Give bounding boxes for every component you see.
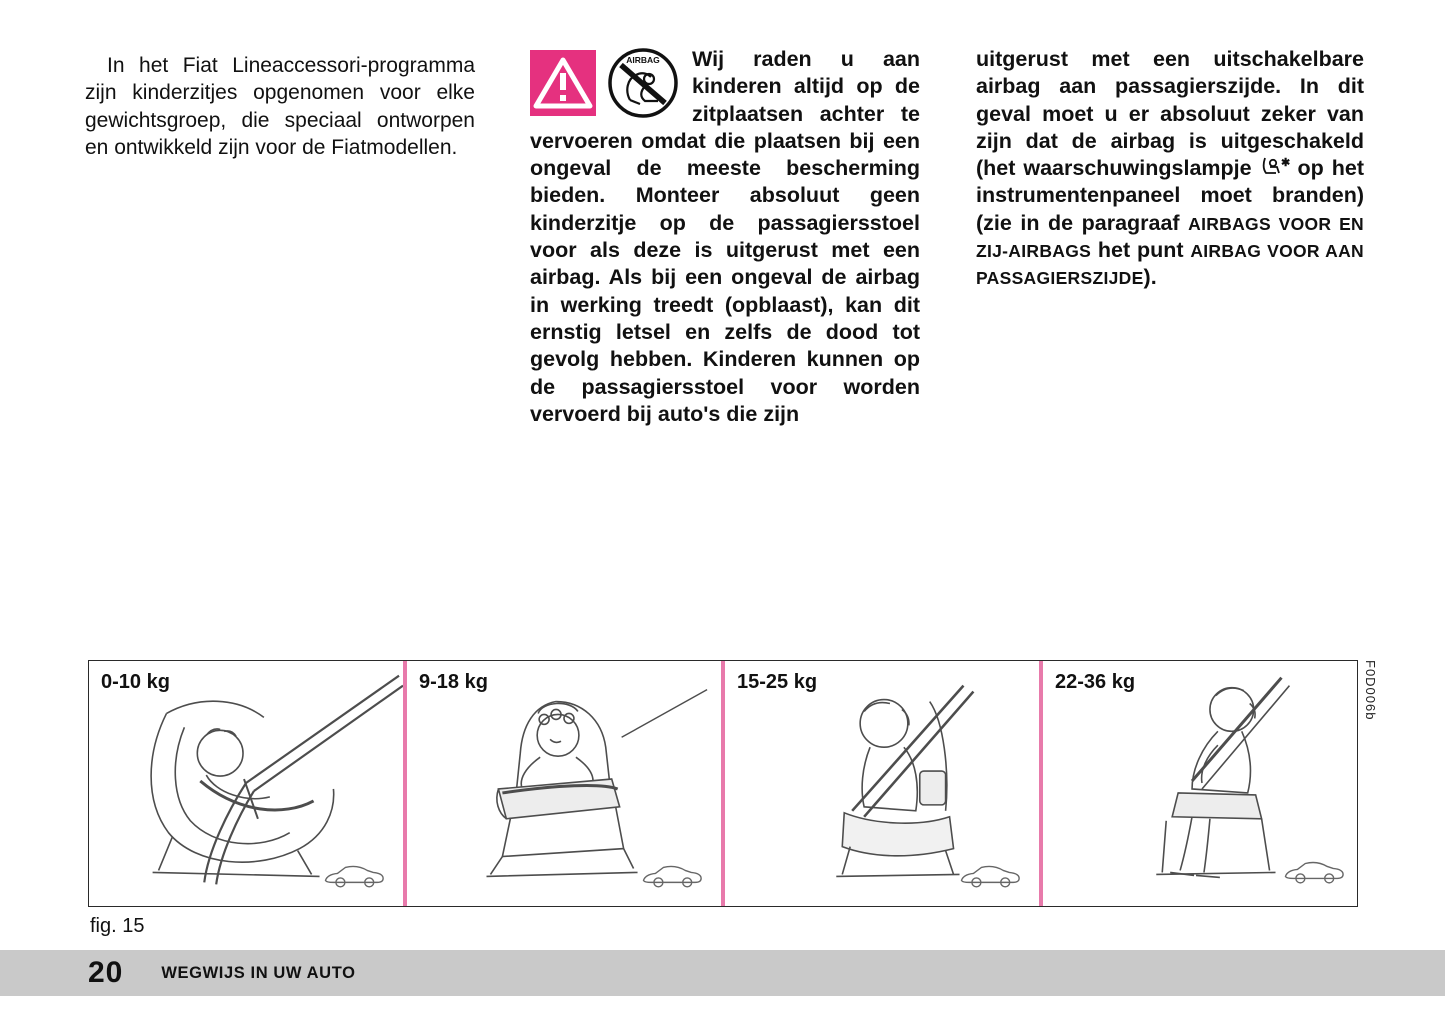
warning-paragraph: Wij raden u aan kinderen altijd op de zitplaatsen achter te vervoeren omdat die plaatsen bij een ongeval de meeste bescherming bieden. Monteer absoluut geen kinderzitje op de passagiersstoel voor als deze is uitgerust met een airbag. Als bij een ongeval de airbag in werking treedt (opblaast), kan dit ernstig letsel en zelfs de dood tot gevolg hebben. Kinderen kunnen op de passagiersstoel voor worden vervoerd bij auto's die zijn	[530, 47, 920, 426]
airbag-icon-label: AIRBAG	[626, 55, 660, 65]
right-text-column	[976, 46, 1364, 292]
ref-section-name: AIRBAG VOOR AAN PASSAGIERSZIJDE	[976, 241, 1364, 289]
figure-panel-0-10kg	[89, 661, 407, 906]
weight-label-15-25: 15-25 kg	[737, 671, 818, 693]
airbag-warning-lamp-icon	[1260, 156, 1290, 178]
weight-label-9-18: 9-18 kg	[419, 671, 488, 693]
toddler-shield-seat-illustration	[407, 661, 721, 906]
booster-cushion-child-illustration	[1043, 661, 1357, 906]
right-text-part1: uitgerust met een uitschakelbare airbag aan passagierszijde. In dit geval moet u er absoluut zeker van zijn dat de airbag is uitgeschakeld (het waarschuwingslampje	[976, 47, 1364, 181]
car-sketch-icon	[325, 866, 383, 886]
page-number: 20	[88, 956, 124, 989]
figure-panel-9-18kg	[407, 661, 725, 906]
booster-seat-backrest-illustration	[725, 661, 1039, 906]
warning-text-column	[530, 46, 920, 428]
left-text-column	[85, 52, 475, 161]
chapter-title: WEGWIJS IN UW AUTO	[161, 963, 356, 982]
figure-reference-code: F0D006b	[1363, 660, 1378, 721]
intro-paragraph: In het Fiat Lineaccessori-programma zijn kinderzitjes opgenomen voor elke gewichtsgroep, die speciaal ontworpen en ontwikkeld zijn voor de Fiatmodellen.	[85, 54, 475, 159]
figure-panel-22-36kg	[1043, 661, 1357, 906]
right-text-part4: ).	[1143, 265, 1157, 290]
car-sketch-icon	[961, 866, 1019, 886]
footer-bar	[0, 950, 1445, 996]
svg-text:✱: ✱	[1280, 157, 1290, 170]
weight-label-22-36: 22-36 kg	[1055, 671, 1136, 693]
figure-15-child-seats	[88, 660, 1358, 907]
no-child-seat-airbag-icon	[606, 46, 680, 120]
figure-caption: fig. 15	[90, 915, 145, 937]
warning-triangle-icon	[530, 50, 596, 116]
car-sketch-icon	[1285, 862, 1343, 882]
rear-facing-infant-seat-illustration	[89, 661, 403, 906]
weight-label-0-10: 0-10 kg	[101, 671, 170, 693]
warning-icon-block	[530, 46, 692, 124]
right-text-part3: het punt	[1091, 238, 1191, 263]
ref-paragraph-name: AIRBAGS VOOR EN ZIJ-AIRBAGS	[976, 213, 1364, 262]
figure-panel-15-25kg	[725, 661, 1043, 906]
car-sketch-icon	[643, 866, 701, 886]
right-text-part2: op het instrumentenpaneel moet branden) (zie in de paragraaf	[976, 156, 1365, 235]
